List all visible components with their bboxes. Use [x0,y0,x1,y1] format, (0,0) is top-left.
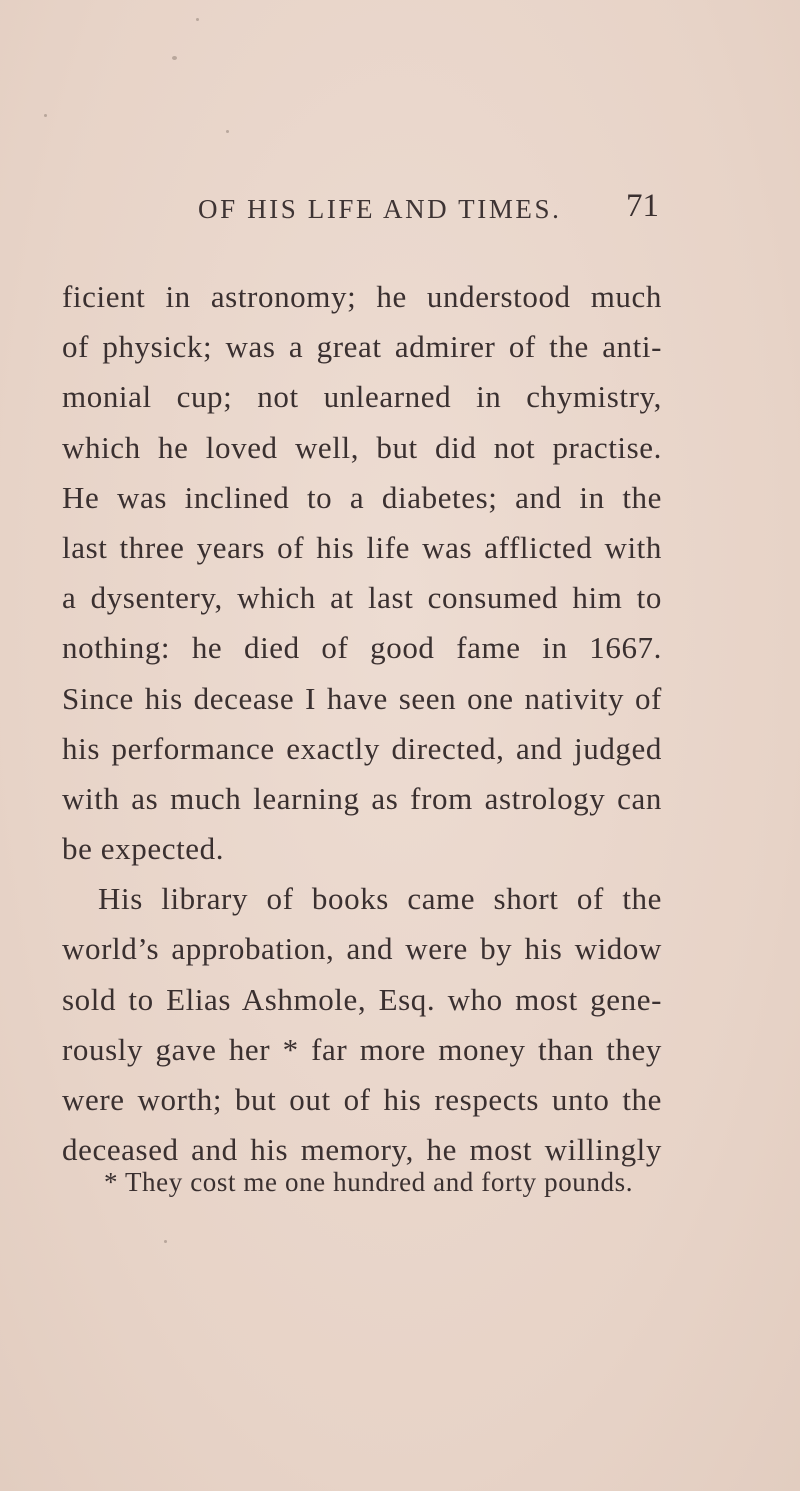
text-line: a dysentery, which at last consumed him to [62,580,662,616]
text-line: be expected. [62,831,225,867]
paper-speck [172,56,177,60]
running-title: OF HIS LIFE AND TIMES. [198,194,562,224]
text-line: His library of books came short of the [98,881,662,917]
paper-speck [164,1240,167,1243]
text-line: rously gave her * far more money than they [62,1031,662,1067]
text-line: He was inclined to a diabetes; and in the [62,479,662,515]
running-head [0,188,800,234]
body-text [62,272,662,1175]
footnote: * They cost me one hundred and forty pounds. [104,1167,634,1197]
text-line: nothing: he died of good fame in 1667. [62,630,662,666]
text-line: were worth; but out of his respects unto the [62,1082,662,1117]
text-line: last three years of his life was afflicted with [62,529,662,565]
page-number: 71 [626,188,659,224]
text-line: of physick; was a great admirer of the anti- [62,329,662,365]
text-line: his performance exactly directed, and judged [62,730,662,766]
paper-speck [196,18,199,21]
text-line: deceased and his memory, he most willingly [62,1132,662,1168]
text-line: ficient in astronomy; he understood much [62,279,662,314]
text-line: which he loved well, but did not practise. [62,429,662,465]
text-line: sold to Elias Ashmole, Esq. who most gene- [62,981,662,1017]
text-line: with as much learning as from astrology can [62,780,662,816]
text-line: monial cup; not unlearned in chymistry, [62,379,662,415]
paper-speck [44,114,47,117]
paper-speck [226,130,229,133]
text-line: world’s approbation, and were by his widow [62,931,662,967]
text-line: Since his decease I have seen one nativity of [62,680,662,716]
